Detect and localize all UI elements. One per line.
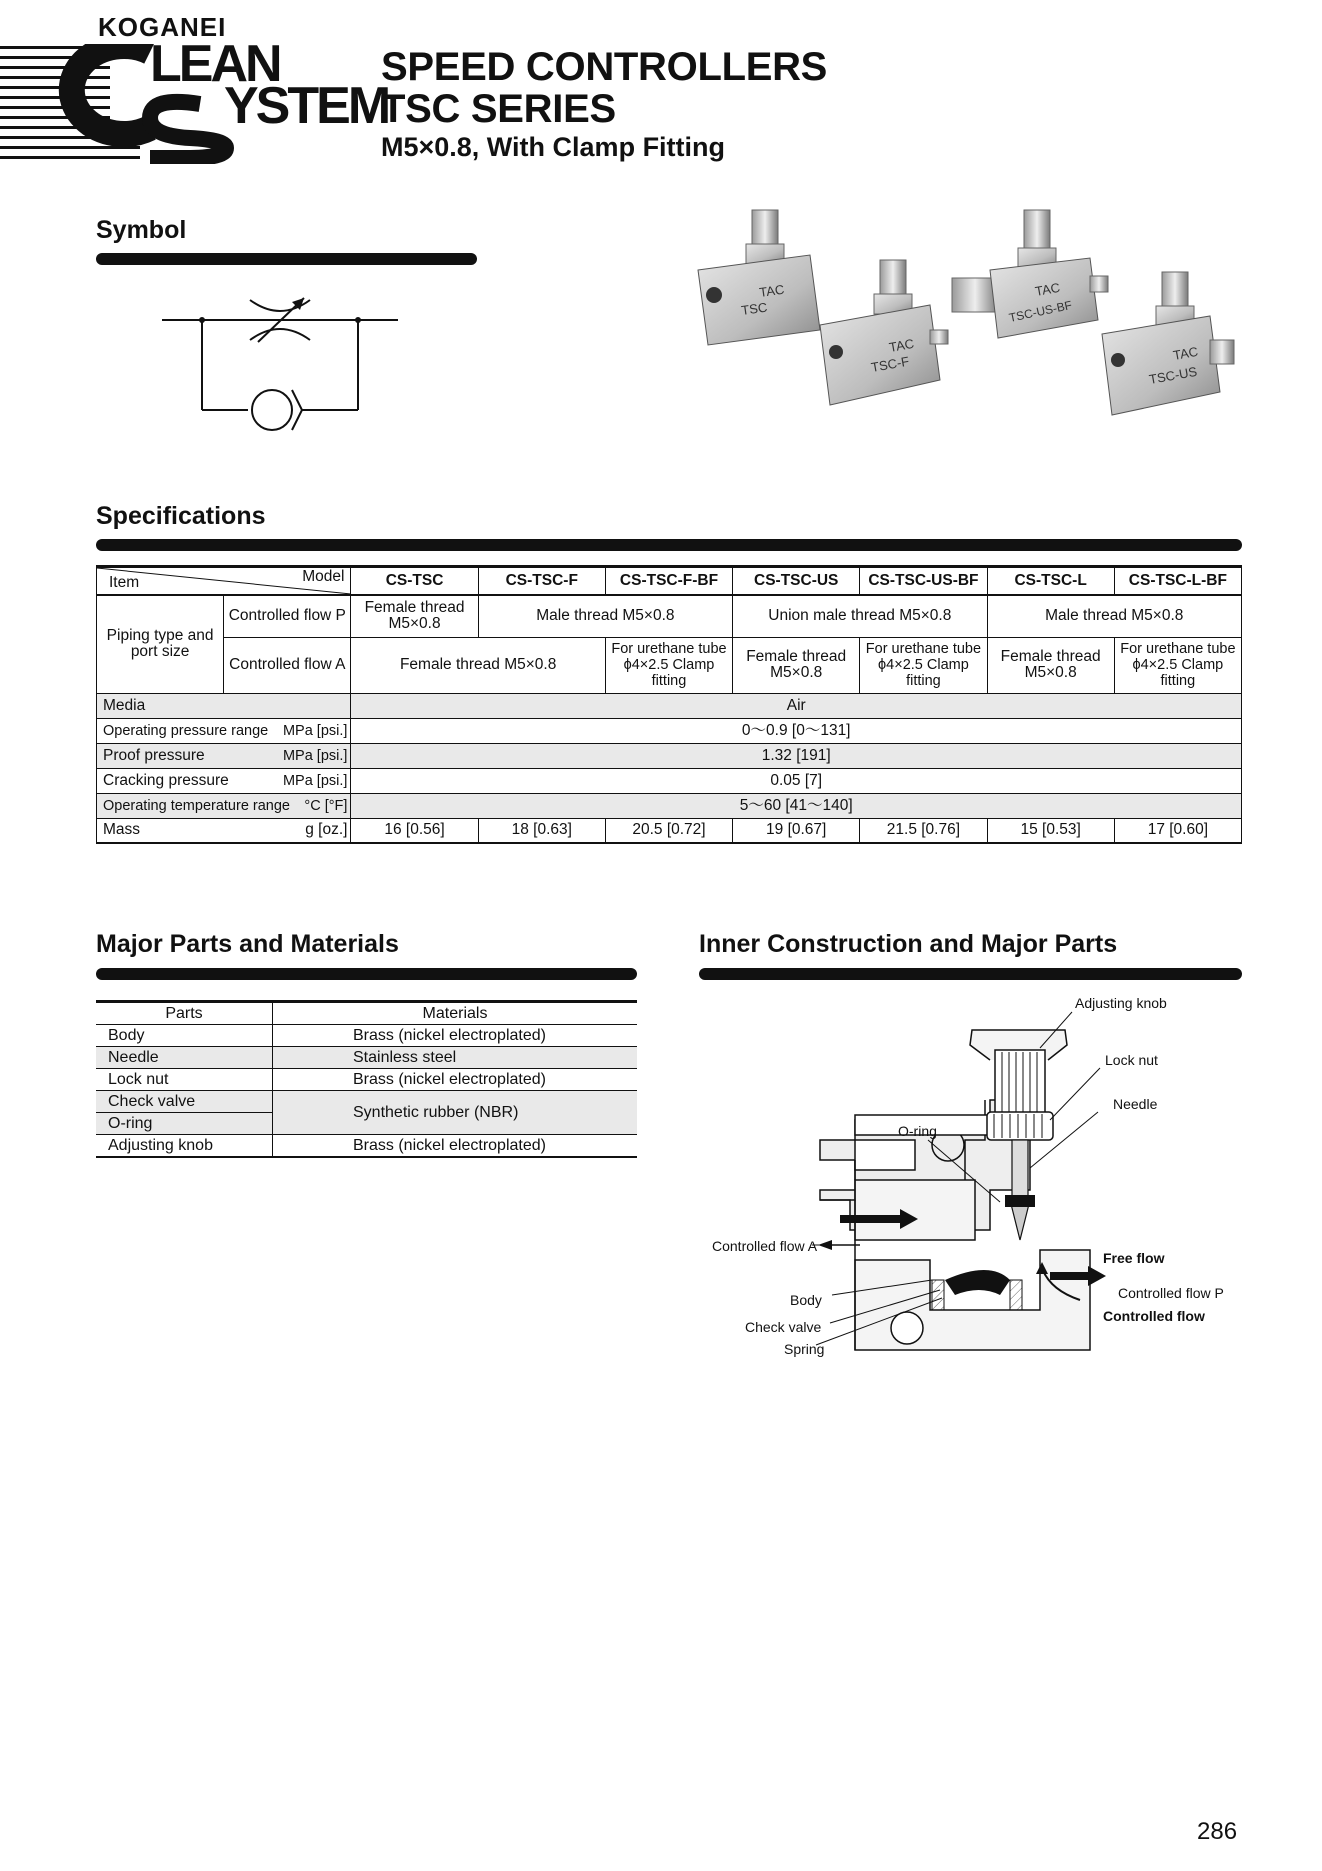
temperature-label: Operating temperature range [103, 797, 290, 814]
unit-label: TSC-F [869, 353, 911, 375]
section-title-symbol: Symbol [96, 216, 187, 244]
callout-adjusting-knob: Adjusting knob [1075, 995, 1167, 1011]
part-name: Body [96, 1025, 273, 1047]
piping-p-cs-tsc-f: Male thread M5×0.8 [478, 595, 732, 637]
part-material: Brass (nickel electroplated) [273, 1069, 638, 1091]
spec-row-operating-pressure [97, 718, 1242, 743]
section-title-inner: Inner Construction and Major Parts [699, 930, 1118, 958]
specifications-table [96, 565, 1242, 844]
flow-arrow-left-icon [818, 1240, 860, 1250]
spec-row-cracking-pressure [97, 768, 1242, 793]
logo-word-lean: LEAN [150, 35, 280, 93]
page-number: 286 [1197, 1818, 1238, 1845]
section-rule-inner [699, 968, 1242, 980]
pneumatic-symbol-diagram [150, 290, 410, 440]
model-header: CS-TSC-L [987, 567, 1114, 596]
model-header: CS-TSC [351, 567, 478, 596]
section-rule-specifications [96, 539, 1242, 551]
spec-row-piping-a [97, 637, 1242, 693]
callout-controlled-flow-p: Controlled flow P [1118, 1285, 1224, 1301]
mass-value: 15 [0.53] [987, 818, 1114, 843]
unit-label: TSC-US [1147, 363, 1199, 387]
subtitle: M5×0.8, With Clamp Fitting [381, 132, 726, 162]
operating-pressure-unit: MPa [psi.] [282, 722, 348, 739]
proof-pressure-unit: MPa [psi.] [282, 747, 348, 764]
unit-label: TSC-US-BF [1007, 297, 1074, 325]
mass-value: 20.5 [0.72] [605, 818, 732, 843]
media-value: Air [351, 693, 1242, 718]
piping-label: Piping type and port size [97, 595, 224, 693]
part-name: Adjusting knob [96, 1135, 273, 1158]
cracking-pressure-unit: MPa [psi.] [282, 772, 348, 789]
section-title-specifications: Specifications [96, 502, 266, 530]
table-row [96, 1047, 637, 1069]
model-header: CS-TSC-F-BF [605, 567, 732, 596]
proof-pressure-label: Proof pressure [103, 746, 205, 764]
callout-controlled-flow: Controlled flow [1103, 1308, 1205, 1324]
operating-pressure-label: Operating pressure range [103, 722, 269, 739]
piping-a-female-2: Female thread M5×0.8 [733, 637, 860, 693]
brand-name: KOGANEI [98, 12, 227, 42]
piping-a-tube-3: For urethane tube ϕ4×2.5 Clamp fitting [1114, 637, 1241, 693]
product-photo [690, 200, 1240, 430]
section-title-parts: Major Parts and Materials [96, 930, 399, 958]
model-header: CS-TSC-L-BF [1114, 567, 1241, 596]
table-row [96, 1091, 637, 1113]
product-unit-tsc-us-bf [952, 210, 1108, 338]
unit-label: TSC [740, 299, 769, 318]
piping-p-cs-tsc-l: Male thread M5×0.8 [987, 595, 1241, 637]
part-material: Brass (nickel electroplated) [273, 1135, 638, 1158]
callout-needle: Needle [1113, 1096, 1158, 1112]
piping-a-tube-2: For urethane tube ϕ4×2.5 Clamp fitting [860, 637, 987, 693]
operating-pressure-cell [97, 718, 351, 743]
mass-cell [97, 818, 351, 843]
piping-a-female-3: Female thread M5×0.8 [987, 637, 1114, 693]
section-rule-parts [96, 968, 637, 980]
spec-row-proof-pressure [97, 743, 1242, 768]
callout-body: Body [790, 1292, 822, 1308]
mass-value: 16 [0.56] [351, 818, 478, 843]
table-row [96, 1135, 637, 1158]
unit-label: TAC [1033, 279, 1062, 299]
logo-word-system: YSTEM [224, 77, 389, 135]
controlled-flow-p-label: Controlled flow P [224, 595, 351, 637]
callout-check-valve: Check valve [745, 1319, 822, 1335]
piping-p-cs-tsc-us: Union male thread M5×0.8 [733, 595, 987, 637]
model-header: CS-TSC-US-BF [860, 567, 987, 596]
part-name: Needle [96, 1047, 273, 1069]
temperature-cell [97, 793, 351, 818]
callout-controlled-flow-a: Controlled flow A [712, 1238, 818, 1254]
product-unit-tsc-f [820, 260, 948, 405]
section-rule-symbol [96, 253, 477, 265]
piping-a-tube-1: For urethane tube ϕ4×2.5 Clamp fitting [605, 637, 732, 693]
mass-value: 19 [0.67] [733, 818, 860, 843]
product-unit-tsc [698, 210, 820, 345]
parts-materials-table [96, 1000, 637, 1158]
callout-spring: Spring [784, 1341, 825, 1357]
operating-pressure-value: 0～0.9 [0～131] [351, 718, 1242, 743]
spec-row-temperature [97, 793, 1242, 818]
model-label: Model [302, 568, 345, 585]
materials-column-header: Materials [273, 1002, 638, 1025]
spec-header-row [97, 567, 1242, 596]
part-name: Lock nut [96, 1069, 273, 1091]
callout-o-ring: O-ring [898, 1123, 937, 1139]
parts-header-row [96, 1002, 637, 1025]
part-material: Stainless steel [273, 1047, 638, 1069]
unit-label: TAC [887, 335, 916, 355]
temperature-unit: °C [°F] [304, 797, 348, 814]
title-line-2: TSC SERIES [381, 87, 616, 131]
spec-row-mass [97, 818, 1242, 843]
product-unit-tsc-us [1102, 272, 1234, 415]
unit-label: TAC [1171, 343, 1200, 363]
table-row [96, 1069, 637, 1091]
mass-value: 17 [0.60] [1114, 818, 1241, 843]
piping-a-female-1: Female thread M5×0.8 [351, 637, 605, 693]
item-label: Item [109, 574, 140, 591]
controlled-flow-a-label: Controlled flow A [224, 637, 351, 693]
part-name: O-ring [96, 1113, 273, 1135]
unit-label: TAC [758, 281, 786, 300]
cracking-pressure-cell [97, 768, 351, 793]
mass-label: Mass [103, 821, 141, 839]
mass-value: 18 [0.63] [478, 818, 605, 843]
piping-p-cs-tsc: Female thread M5×0.8 [351, 595, 478, 637]
model-header: CS-TSC-F [478, 567, 605, 596]
part-material: Brass (nickel electroplated) [273, 1025, 638, 1047]
cracking-pressure-value: 0.05 [7] [351, 768, 1242, 793]
cracking-pressure-label: Cracking pressure [103, 771, 229, 789]
callout-free-flow: Free flow [1103, 1250, 1165, 1266]
mass-value: 21.5 [0.76] [860, 818, 987, 843]
proof-pressure-cell [97, 743, 351, 768]
temperature-value: 5～60 [41～140] [351, 793, 1242, 818]
callout-lock-nut: Lock nut [1105, 1052, 1158, 1068]
part-name: Check valve [96, 1091, 273, 1113]
parts-column-header: Parts [96, 1002, 273, 1025]
spec-row-media [97, 693, 1242, 718]
proof-pressure-value: 1.32 [191] [351, 743, 1242, 768]
media-label: Media [97, 693, 351, 718]
table-row [96, 1025, 637, 1047]
spec-row-piping-p [97, 595, 1242, 637]
title-line-1: SPEED CONTROLLERS [381, 45, 828, 89]
part-material: Synthetic rubber (NBR) [273, 1091, 638, 1135]
item-model-header [97, 567, 351, 596]
mass-unit: g [oz.] [305, 821, 348, 839]
model-header: CS-TSC-US [733, 567, 860, 596]
